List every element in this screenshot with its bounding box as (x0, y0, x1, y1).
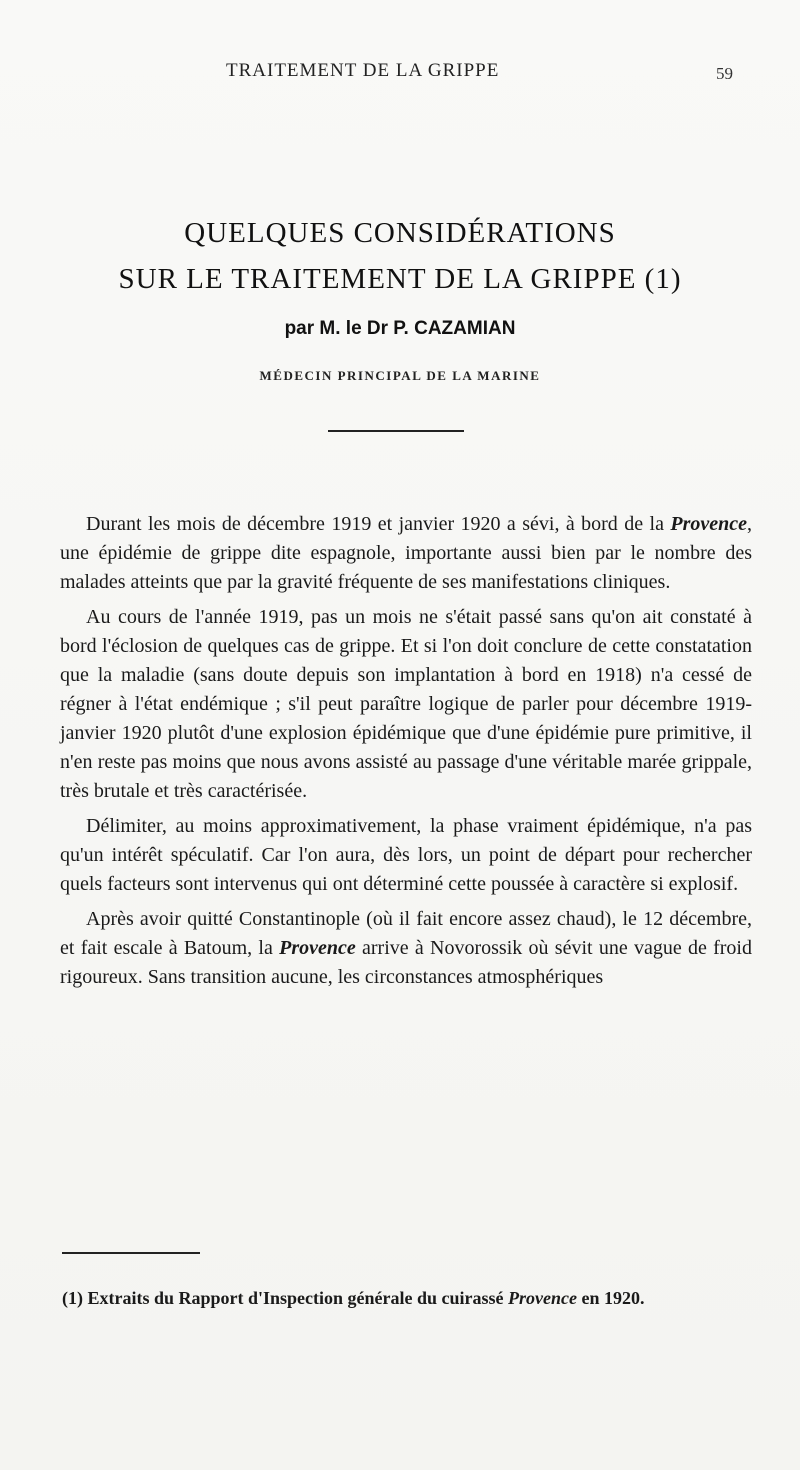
article-body (60, 510, 752, 998)
paragraph-4-text-a: Après avoir quitté Constantinople (où il fait encore assez chaud), le 12 décembre, et fait escale à Batoum, la (60, 908, 752, 959)
title-line-1: QUELQUES CONSIDÉRATIONS (184, 217, 616, 249)
footnote-text-a: (1) Extraits du Rapport d'Inspection générale du cuirassé (62, 1288, 509, 1308)
footnote-rule (62, 1252, 200, 1254)
paragraph-4 (60, 905, 752, 992)
paragraph-1-text-a: Durant les mois de décembre 1919 et janvier 1920 a sévi, à bord de la (86, 513, 671, 535)
footnote-text-b: en 1920. (576, 1288, 645, 1308)
footnote (62, 1284, 752, 1312)
article-title (0, 210, 800, 302)
author-affiliation: MÉDECIN PRINCIPAL DE LA MARINE (259, 368, 541, 383)
page-number: 59 (716, 64, 733, 83)
ship-name: Provence (279, 937, 356, 959)
paragraph-1 (60, 510, 752, 597)
paragraph-1-text-b: , une épidémie de grippe dite espagnole, importante aussi bien par le nombre des malades atteints que par la gravité fréquente de ses manifestations cliniques. (60, 513, 752, 593)
running-head (0, 60, 800, 86)
paragraph-3: Délimiter, au moins approximativement, la phase vraiment épidémique, n'a pas qu'un intérêt spéculatif. Car l'on aura, dès lors, un point de départ pour rechercher quels facteurs sont intervenus qui ont déterminé cette poussée à caractère si explosif. (60, 815, 752, 895)
title-separator (328, 430, 464, 432)
footnote-ship-name: Provence (508, 1288, 577, 1308)
title-line-2: SUR LE TRAITEMENT DE LA GRIPPE (1) (118, 263, 682, 295)
ship-name: Provence (670, 513, 747, 535)
author-byline: par M. le Dr P. CAZAMIAN (284, 318, 516, 339)
running-title: TRAITEMENT DE LA GRIPPE (226, 60, 500, 81)
paragraph-4-text-b: arrive à Novorossik où sévit une vague de froid rigoureux. Sans transition aucune, les circonstances atmosphériques (60, 937, 752, 988)
paragraph-2: Au cours de l'année 1919, pas un mois ne s'était passé sans qu'on ait constaté à bord l'éclosion de quelques cas de grippe. Et si l'on doit conclure de cette constatation que la maladie (sans doute depuis son implantation à bord en 1918) n'a cessé de régner à l'état endémique ; s'il peut paraître logique de parler pour décembre 1919-janvier 1920 plutôt d'une explosion épidémique que d'une épidémie pure primitive, il n'en reste pas moins que nous avons assisté au passage d'une véritable marée grippale, très brutale et très caractérisée. (60, 606, 752, 802)
